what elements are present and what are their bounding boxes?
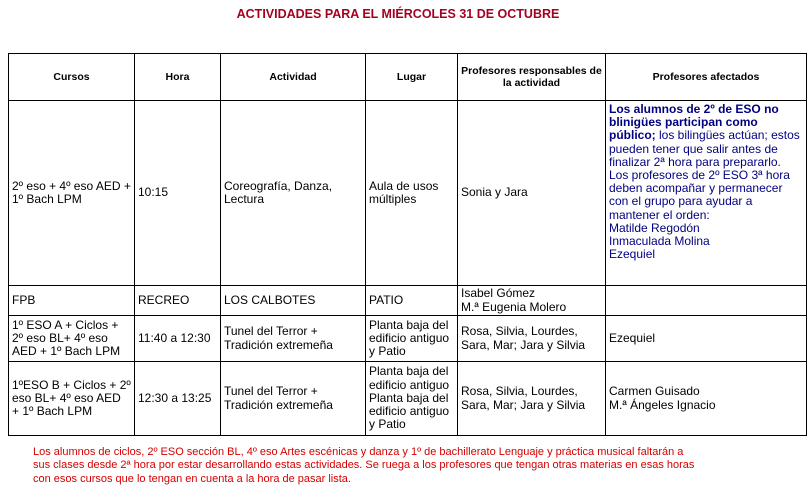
activities-table — [8, 53, 807, 436]
footnote-line: con esos cursos que lo tengan en cuenta a la hora de pasar lista. — [33, 472, 351, 485]
teacher-name: Isabel Gómez — [461, 286, 536, 301]
cell-profesores-responsables — [458, 286, 606, 316]
cell-cursos: 2º eso + 4º eso AED + 1º Bach LPM — [9, 101, 135, 286]
cell-profesores-responsables: Rosa, Silvia, Lourdes, Sara, Mar; Jara y Silvia — [458, 362, 606, 436]
note-text: los bilingües actúan; estos pueden tener que salir antes de finalizar 2ª hora para prepararlo. — [609, 128, 800, 169]
cell-hora: RECREO — [135, 286, 221, 316]
header-lugar: Lugar — [366, 54, 458, 101]
cell-lugar: PATIO — [366, 286, 458, 316]
teacher-name: Matilde Regodón — [609, 220, 700, 235]
cell-actividad: LOS CALBOTES — [221, 286, 366, 316]
cell-profesores-afectados — [606, 362, 807, 436]
header-profesores-responsables: Profesores responsables de la actividad — [458, 54, 606, 101]
cell-actividad: Tunel del Terror + Tradición extremeña — [221, 362, 366, 436]
cell-actividad: Coreografía, Danza, Lectura — [221, 101, 366, 286]
table-header-row — [9, 54, 807, 101]
cell-profesores-responsables: Sonia y Jara — [458, 101, 606, 286]
place-text: Planta baja del edificio antiguo y Patio — [369, 390, 450, 432]
teacher-name: Ezequiel — [609, 247, 656, 262]
cell-cursos: FPB — [9, 286, 135, 316]
footnote-line: sus clases desde 2ª hora por estar desarrollando estas actividades. Se ruega a los profesores que tengan otras materias en esas horas — [33, 459, 695, 472]
highlight-note: Los alumnos de 2º de ESO no blinigües participan como público; — [609, 102, 779, 143]
cell-hora: 11:40 a 12:30 — [135, 316, 221, 362]
cell-hora: 12:30 a 13:25 — [135, 362, 221, 436]
cell-profesores-afectados: Ezequiel — [606, 316, 807, 362]
cell-lugar — [366, 362, 458, 436]
teacher-name: M.ª Ángeles Ignacio — [609, 397, 716, 412]
footnote-line: Los alumnos de ciclos, 2º ESO sección BL, 4º eso Artes escénicas y danza y 1º de bachillerato Lenguaje y práctica musical faltarán a — [33, 446, 684, 458]
table-row — [9, 362, 807, 436]
table-row — [9, 316, 807, 362]
cell-lugar: Aula de usos múltiples — [366, 101, 458, 286]
cell-hora: 10:15 — [135, 101, 221, 286]
cell-cursos: 1º ESO A + Ciclos + 2º eso BL+ 4º eso AED + 1º Bach LPM — [9, 316, 135, 362]
header-actividad: Actividad — [221, 54, 366, 101]
table-row — [9, 101, 807, 286]
footnote — [33, 446, 793, 486]
cell-profesores-responsables: Rosa, Silvia, Lourdes, Sara, Mar; Jara y Silvia — [458, 316, 606, 362]
page-title: ACTIVIDADES PARA EL MIÉRCOLES 31 DE OCTUBRE — [236, 7, 560, 21]
teacher-name: Carmen Guisado — [609, 384, 700, 399]
table-row — [9, 286, 807, 316]
place-text: Planta baja del edificio antiguo — [369, 364, 450, 392]
cell-lugar: Planta baja del edificio antiguo y Patio — [366, 316, 458, 362]
note-text: Los profesores de 2º ESO 3ª hora deben acompañar y permanecer con el grupo para ayudar a mantener el orden: — [609, 168, 790, 222]
teacher-name: Inmaculada Molina — [609, 234, 710, 249]
header-cursos: Cursos — [9, 54, 135, 101]
cell-cursos: 1ºESO B + Ciclos + 2º eso BL+ 4º eso AED + 1º Bach LPM — [9, 362, 135, 436]
cell-profesores-afectados — [606, 286, 807, 316]
teacher-name: M.ª Eugenia Molero — [461, 299, 567, 314]
cell-actividad: Tunel del Terror + Tradición extremeña — [221, 316, 366, 362]
header-hora: Hora — [135, 54, 221, 101]
header-profesores-afectados: Profesores afectados — [606, 54, 807, 101]
cell-profesores-afectados — [606, 101, 807, 286]
